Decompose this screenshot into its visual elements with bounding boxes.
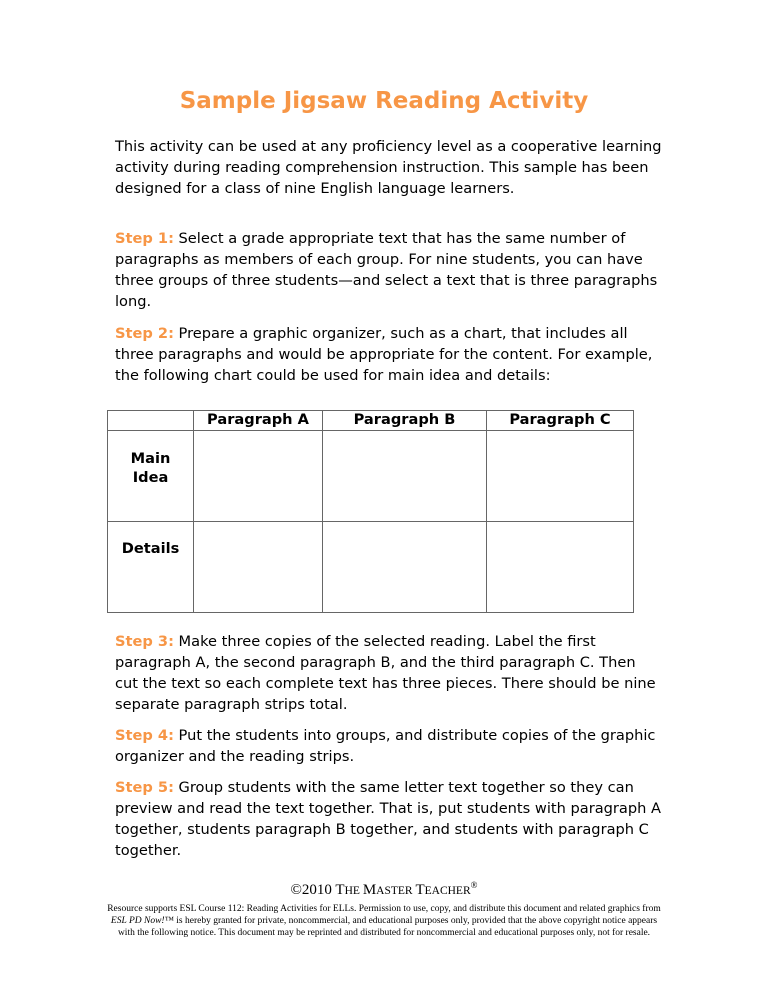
sc-cap: T [415, 882, 425, 898]
sc-cap: M [362, 882, 377, 898]
permission-notice [104, 903, 664, 939]
step-3 [115, 631, 663, 715]
note-product-name: ESL PD Now! [110, 916, 165, 926]
step-1 [115, 228, 663, 312]
note-text: Resource supports ESL Course 112: Reading Activities for ELLs. Permission to use, copy, and distribute this document and related graphics from [107, 904, 661, 914]
header-paragraph-b: Paragraph B [323, 411, 487, 431]
label-line: Main [130, 450, 171, 467]
sc-cap: T [335, 882, 345, 898]
intro-paragraph: This activity can be used at any proficiency level as a cooperative learning activity during reading comprehension instruction. This sample has been designed for a class of nine English language learners. [115, 138, 662, 197]
step-text: Put the students into groups, and distribute copies of the graphic organizer and the reading strips. [115, 727, 656, 765]
registered-mark: ® [470, 880, 478, 890]
table-cell [487, 431, 634, 522]
step-text: Select a grade appropriate text that has the same number of paragraphs as members of each group. For nine students, you can have three groups of three students—and select a text that is three paragraphs long. [115, 230, 658, 310]
table-cell [487, 522, 634, 613]
header-paragraph-a: Paragraph A [194, 411, 323, 431]
table-cell [323, 431, 487, 522]
table-header-row [108, 411, 634, 431]
step-label: Step 1: [115, 230, 174, 247]
table-cell [323, 522, 487, 613]
label-line: Idea [132, 469, 169, 486]
step-label: Step 5: [115, 779, 174, 796]
table-cell [194, 522, 323, 613]
step-label: Step 4: [115, 727, 174, 744]
step-text: Group students with the same letter text together so they can preview and read the text together. That is, put students with paragraph A together, students paragraph B together, and students with paragraph C together. [115, 779, 661, 859]
step-label: Step 2: [115, 325, 174, 342]
row-label-details [108, 522, 194, 613]
row-label-main-idea [108, 431, 194, 522]
header-paragraph-c: Paragraph C [487, 411, 634, 431]
step-2 [115, 323, 663, 386]
step-4 [115, 725, 663, 767]
label-line: Details [121, 540, 180, 557]
sc-rest: HE [344, 885, 363, 897]
table-cell [194, 431, 323, 522]
copyright-year: ©2010 [290, 882, 336, 898]
header-cell-empty [108, 411, 194, 431]
copyright-notice [0, 880, 768, 899]
sc-rest: EACHER [424, 885, 471, 897]
page-title: Sample Jigsaw Reading Activity [179, 88, 589, 114]
step-5 [115, 777, 663, 861]
table-row [108, 431, 634, 522]
sc-rest: ASTER [376, 885, 416, 897]
main-idea-details-chart [107, 410, 634, 613]
step-text: Make three copies of the selected reading. Label the first paragraph A, the second paragraph B, and the third paragraph C. Then cut the text so each complete text has three pieces. There should be nine separate paragraph strips total. [115, 633, 656, 713]
table-row [108, 522, 634, 613]
note-text: ™ is hereby granted for private, noncommercial, and educational purposes only, provided that the above copyright notice appears with the following notice. This document may be reprinted and distributed for noncommercial and educational purposes only, not for resale. [117, 916, 658, 938]
step-label: Step 3: [115, 633, 174, 650]
footer [0, 880, 768, 939]
step-text: Prepare a graphic organizer, such as a chart, that includes all three paragraphs and would be appropriate for the content. For example, the following chart could be used for main idea and details: [115, 325, 653, 384]
